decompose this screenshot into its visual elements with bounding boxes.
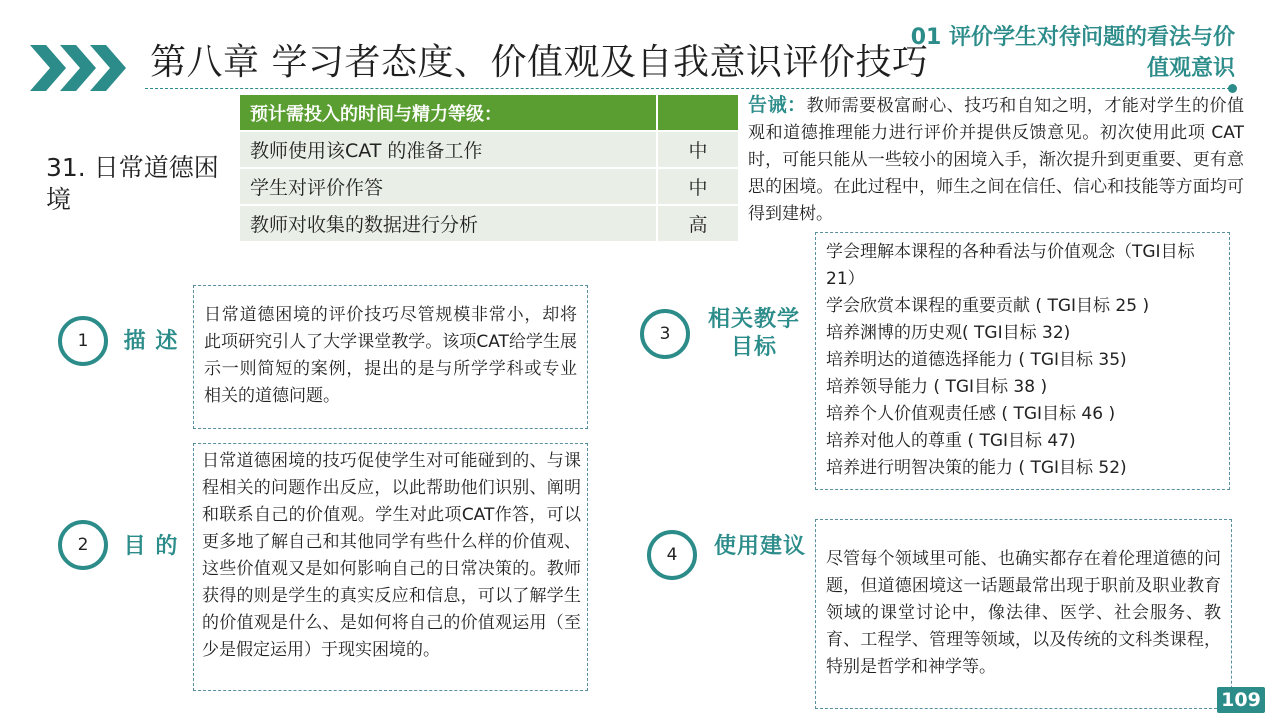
purpose-box: 日常道德困境的技巧促使学生对可能碰到的、与课程相关的问题作出反应，以此帮助他们识别、阐明和联系自己的价值观。学生对此项CAT作答，可以更多地了解自己和其他同学有些什么样的价值观、这些价值观又是如何影响自己的日常决策的。教师获得的则是学生的真实反应和信息，可以了解学生的价值观是什么、是如何将自己的价值观运用（至少是假定运用）于现实困境的。 (193, 443, 588, 691)
goals-label: 相关教学目标 (707, 307, 800, 360)
section-number-2: 2 (58, 520, 108, 570)
describe-box: 日常道德困境的评价技巧尽管规模非常小，却将此项研究引人了大学课堂教学。该项CAT给学生展示一则简短的案例，提出的是与所学学科或专业相关的道德问题。 (193, 285, 588, 429)
warning-label: 告诫： (748, 94, 807, 116)
list-item: 培养明达的道德选择能力 ( TGI目标 35) (826, 350, 1127, 370)
list-item: 培养进行明智决策的能力 ( TGI目标 52) (826, 458, 1127, 478)
goals-box (815, 232, 1230, 490)
page-number: 109 (1217, 687, 1265, 713)
section-number-3: 3 (640, 309, 690, 359)
section-number-1: 1 (58, 316, 108, 366)
effort-table-heading: 预计需投入的时间与精力等级： (240, 95, 657, 131)
describe-label: 描 述 (123, 329, 179, 354)
chevron-arrows-icon (30, 45, 130, 91)
effort-level: 高 (657, 205, 738, 242)
header-divider (145, 88, 1235, 89)
list-item: 培养个人价值观责任感 ( TGI目标 46 ) (826, 404, 1116, 424)
list-item: 培养对他人的尊重 ( TGI目标 47) (826, 431, 1076, 451)
item-title: 31. 日常道德困境 (46, 153, 219, 214)
effort-level: 中 (657, 168, 738, 205)
effort-task: 学生对评价作答 (240, 168, 657, 205)
suggestions-label: 使用建议 (713, 534, 806, 559)
effort-task: 教师使用该CAT 的准备工作 (240, 131, 657, 168)
table-row (240, 168, 738, 205)
effort-level-table (240, 95, 738, 243)
list-item: 培养渊博的历史观( TGI目标 32) (826, 323, 1071, 343)
warning-note (748, 92, 1244, 228)
table-row (240, 205, 738, 242)
effort-table-heading-level (657, 95, 738, 131)
list-item: 学会欣赏本课程的重要贡献 ( TGI目标 25 ) (826, 296, 1150, 316)
section-title: 01 评价学生对待问题的看法与价值观意识 (910, 25, 1235, 81)
list-item: 学会理解本课程的各种看法与价值观念（TGI目标 21） (826, 242, 1195, 289)
purpose-label: 目 的 (123, 534, 179, 559)
section-number-4: 4 (647, 530, 697, 580)
effort-level: 中 (657, 131, 738, 168)
chapter-title: 第八章 学习者态度、价值观及自我意识评价技巧 (150, 42, 929, 83)
suggestions-box: 尽管每个领域里可能、也确实都存在着伦理道德的问题，但道德困境这一话题最常出现于职前及职业教育领域的课堂讨论中，像法律、医学、社会服务、教育、工程学、管理等领域，以及传统的文科类课程，特别是哲学和神学等。 (815, 519, 1232, 709)
effort-task: 教师对收集的数据进行分析 (240, 205, 657, 242)
warning-text: 教师需要极富耐心、技巧和自知之明，才能对学生的价值观和道德推理能力进行评价并提供反馈意见。初次使用此项 CAT 时，可能只能从一些较小的困境入手，渐次提升到更重要、更有意思的困境。在此过程中，师生之间在信任、信心和技能等方面均可得到建树。 (748, 96, 1244, 224)
effort-table-header (240, 95, 738, 131)
list-item: 培养领导能力 ( TGI目标 38 ) (826, 377, 1048, 397)
goals-list (826, 239, 1223, 482)
table-row (240, 131, 738, 168)
